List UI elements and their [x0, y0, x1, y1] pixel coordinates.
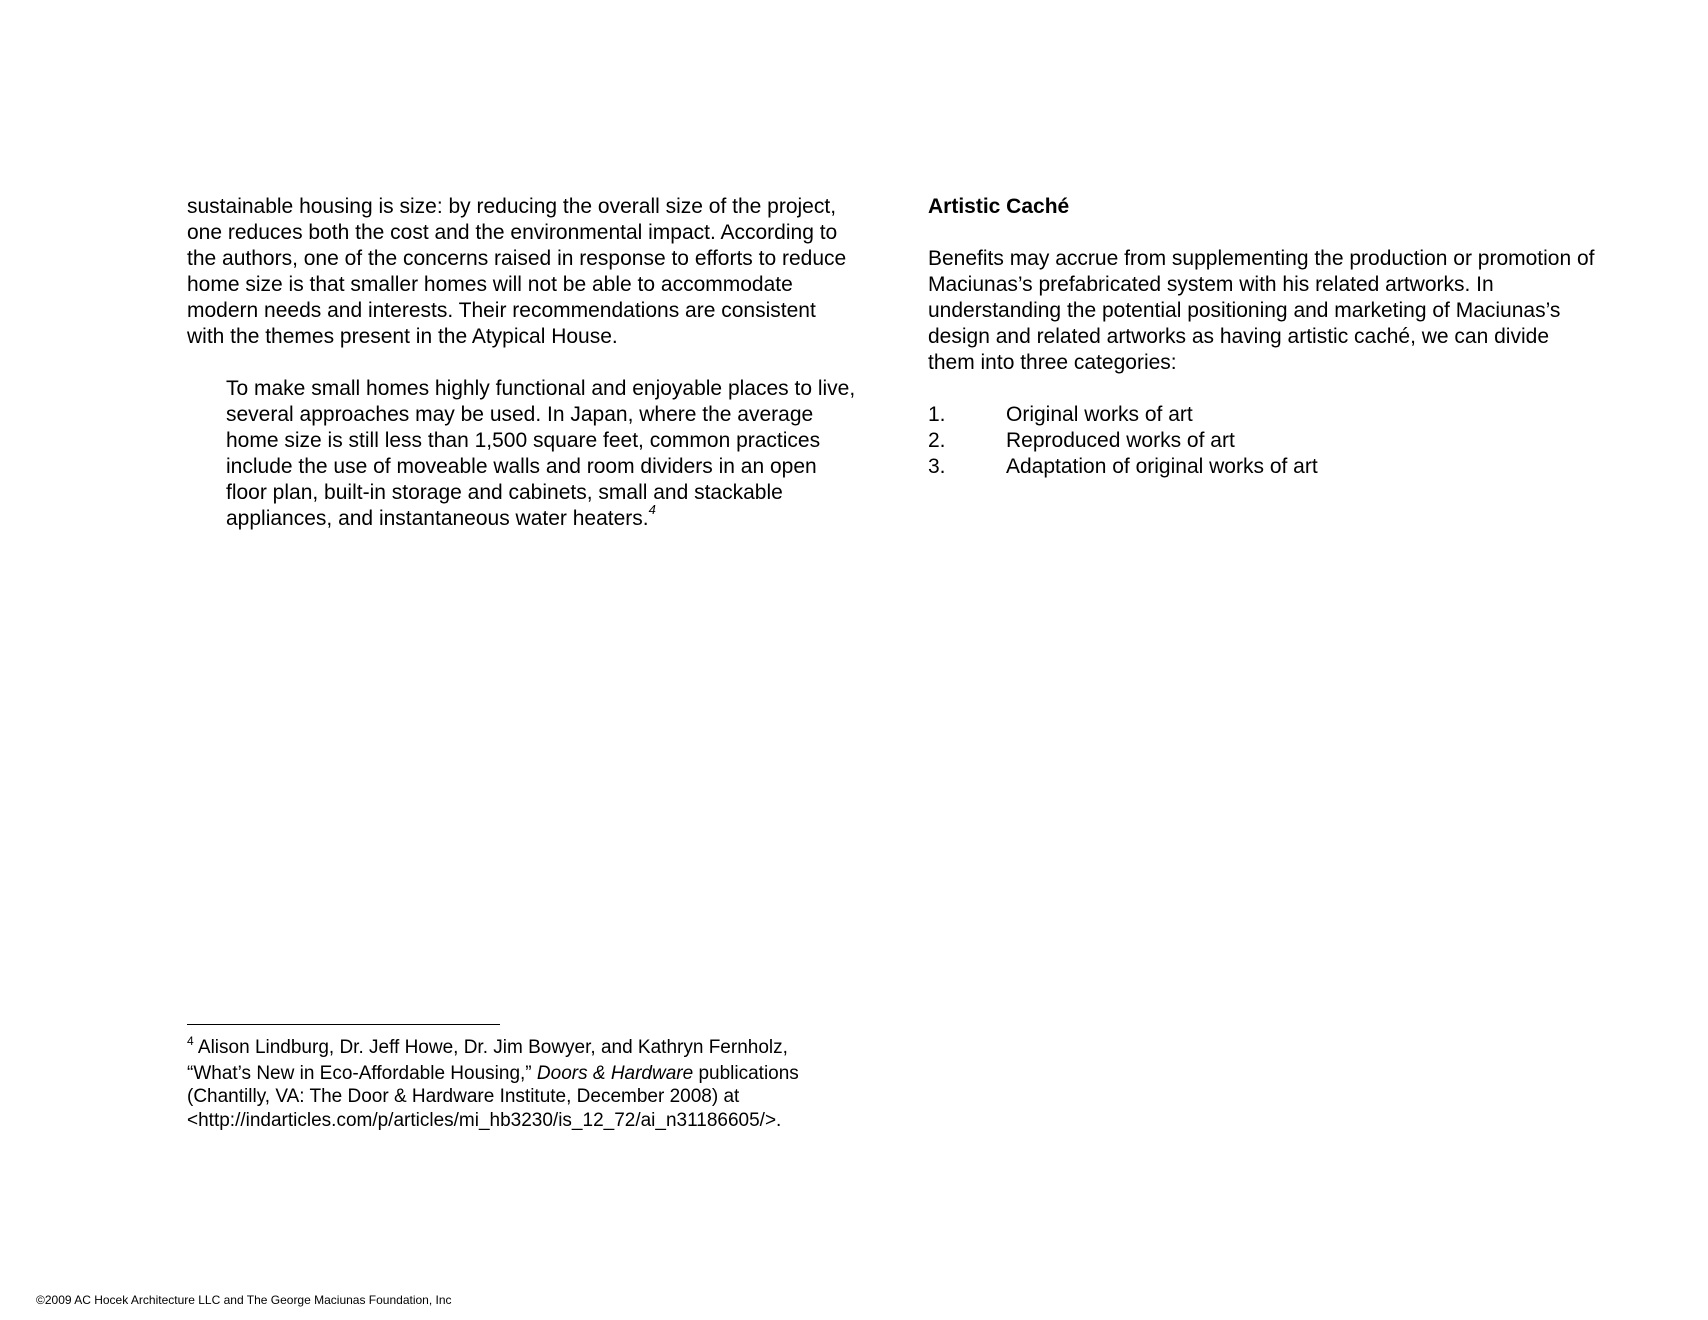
- category-list: [928, 402, 1598, 480]
- list-item-number: 1.: [928, 403, 946, 426]
- list-item: [928, 454, 1598, 480]
- list-item-text: Reproduced works of art: [1006, 429, 1235, 452]
- right-column: [928, 194, 1598, 480]
- list-item-number: 3.: [928, 455, 946, 478]
- copyright-notice: ©2009 AC Hocek Architecture LLC and The George Maciunas Foundation, Inc: [36, 1293, 452, 1307]
- list-item: [928, 428, 1598, 454]
- body-paragraph: sustainable housing is size: by reducing the overall size of the project, one reduces both the cost and the environmental impact. According to the authors, one of the concerns raised in response to efforts to reduce home size is that smaller homes will not be able to accommodate modern needs and interests. Their recommendations are consistent with the themes present in the Atypical House.: [187, 195, 847, 348]
- list-item: [928, 402, 1598, 428]
- list-item-number: 2.: [928, 429, 946, 452]
- list-item-text: Original works of art: [1006, 403, 1193, 426]
- footnote-reference[interactable]: 4: [648, 502, 656, 517]
- footnote-marker: 4: [187, 1034, 194, 1048]
- left-column: [187, 194, 857, 532]
- footnote-text-after: publications (Chantilly, VA: The Door & Hardware Institute, December 2008) at <http://indarticles.com/p/articles/mi_hb3230/is_12_72/ai_n31186605/>.: [187, 1062, 799, 1131]
- block-quote: [187, 376, 857, 532]
- body-paragraph: Benefits may accrue from supplementing the production or promotion of Maciunas’s prefabricated system with his related artworks. In understanding the potential positioning and marketing of Maciunas’s design and related artworks as having artistic caché, we can divide them into three categories:: [928, 247, 1595, 374]
- footnote-divider: [187, 1024, 500, 1025]
- block-quote-text: To make small homes highly functional and enjoyable places to live, several approaches may be used. In Japan, where the average home size is still less than 1,500 square feet, common practices include the use of moveable walls and room dividers in an open floor plan, built-in storage and cabinets, small and stackable appliances, and instantaneous water heaters.: [226, 377, 856, 530]
- footnote: [187, 1036, 847, 1132]
- footnote-text-before: Alison Lindburg, Dr. Jeff Howe, Dr. Jim Bowyer, and Kathryn Fernholz, “What’s New in Eco-Affordable Housing,”: [187, 1037, 788, 1084]
- list-item-text: Adaptation of original works of art: [1006, 455, 1318, 478]
- footnote-publication-title: Doors & Hardware: [536, 1062, 694, 1084]
- section-heading: Artistic Caché: [928, 195, 1070, 218]
